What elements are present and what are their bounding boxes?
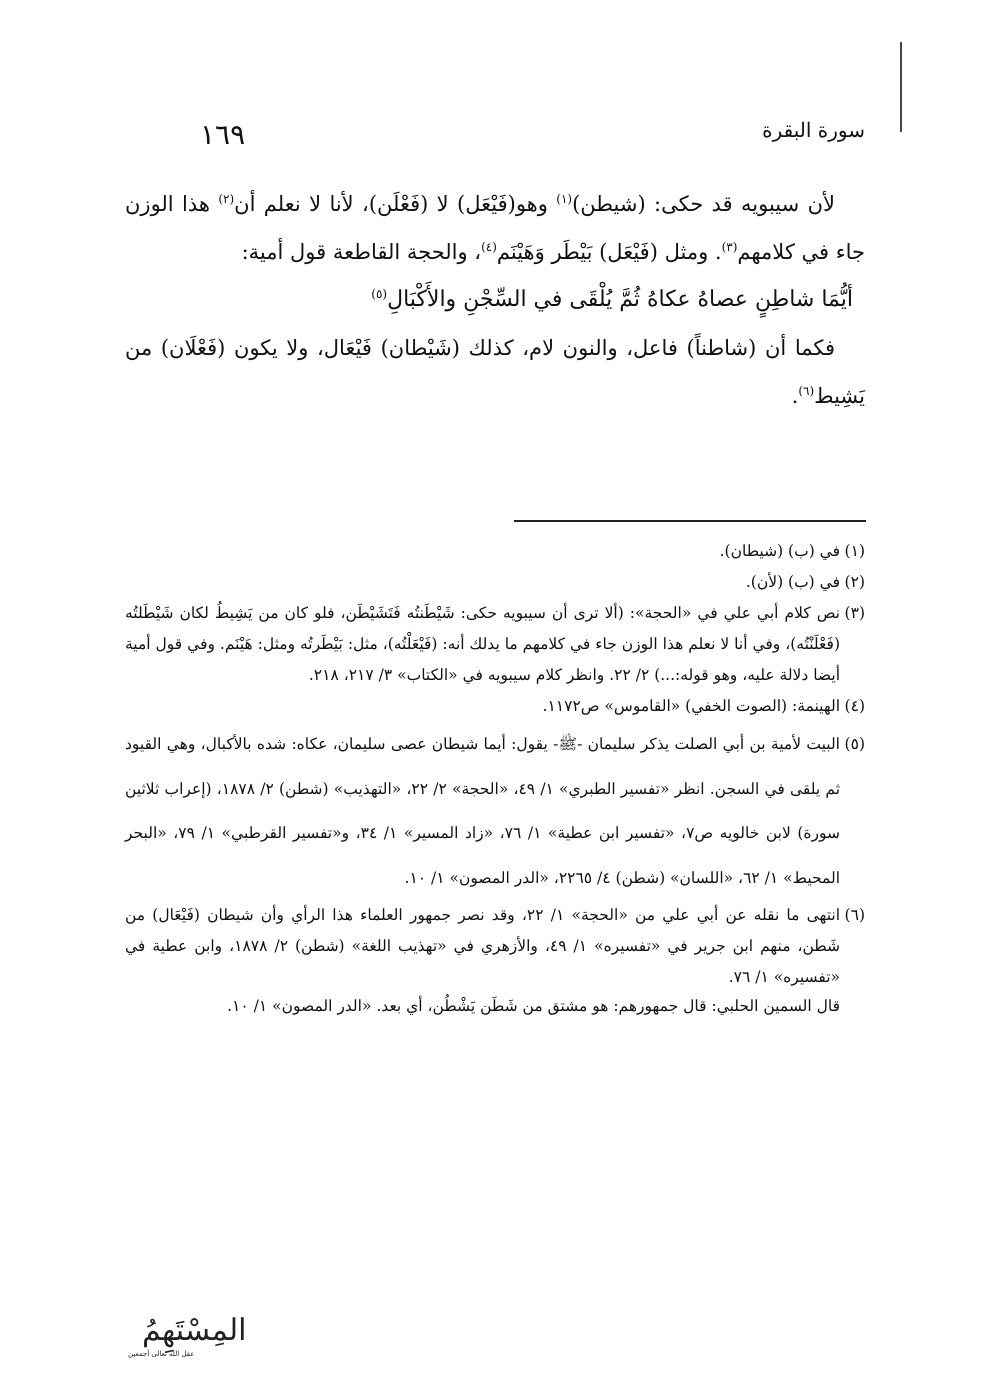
publisher-logo [8, 1298, 247, 1362]
footnote-number: (٥) [844, 735, 865, 753]
footnote-text: في (ب) (شيطان). [719, 542, 840, 560]
para2-text: فكما أن (شاطناً) فاعل، والنون لام، كذلك (شَيْطان) فَيْعَال، ولا يكون (فَعْلَان) من يَشِيط [125, 336, 865, 408]
footnote-text: في (ب) (لأن). [745, 573, 840, 591]
margin-line [900, 42, 902, 132]
footnote-text: انتهى ما نقله عن أبي علي من «الحجة» ١/ ٢٢، وقد نصر جمهور العلماء هذا الرأي وأن شيطان (فَيْعَال) من شَطن، منهم ابن جرير في «تفسيره» ١/ ٤٩، والأزهري في «تهذيب اللغة» (شطن) ٢/ ١٨٧٨، وابن عطية في «تفسيره» ١/ ٧٦. [125, 906, 841, 986]
footnote-ref-4: (٤) [481, 240, 497, 254]
footnote-ref-2: (٢) [218, 192, 235, 206]
para1-part-a: لأن سيبويه قد حكى: (شيطن) [572, 192, 835, 216]
footnote-6-continuation: قال السمين الحلبي: قال جمهورهم: هو مشتق من شَطَن يَشْطُن، أي بعد. «الدر المصون» ١/ ١٠. [227, 997, 840, 1015]
footnotes [125, 536, 865, 1022]
surah-title: سورة البقرة [762, 118, 865, 142]
footnote-number: (٦) [844, 906, 865, 924]
para1-part-b: وهو(فَيْعَل) لا (فَعْلَن)، لأنا لا نعلم أن [234, 192, 557, 216]
poetry-verse [125, 276, 865, 324]
footnote-text: البيت لأمية بن أبي الصلت يذكر سليمان -ﷺ- يقول: أيما شيطان عصى سليمان، عكاه: شده بالأكبال، وهي القيود ثم يلقى في السجن. انظر «تفسير الطبري» ١/ ٤٩، «الحجة» ٢/ ٢٢، «التهذيب» (شطن) ٢/ ١٨٧٨، (إعراب ثلاثين سورة) لابن خالويه ص٧، «تفسير ابن عطية» ١/ ٧٦، «زاد المسير» ١/ ٣٤، و«تفسير القرطبي» ١/ ٧٩، «البحر المحيط» ١/ ٦٢، «اللسان» (شطن) ٤/ ٢٢٦٥، «الدر المصون» ١/ ١٠. [125, 735, 841, 887]
para1-part-d: . ومثل (فَيْعَل) بَيْطَر وَهَيْنَم [496, 240, 722, 264]
footnote-ref-6: (٦) [798, 384, 815, 398]
footnote-6 [125, 900, 865, 993]
para1-part-e: ، والحجة القاطعة قول أمية: [241, 240, 482, 264]
paragraph-1 [125, 180, 865, 276]
para1-part-c: هذا الوزن جاء في كلامهم [125, 192, 865, 264]
logo-tagline: عقل الله تعالى أجمعين [128, 1350, 195, 1358]
footnote-number: (٣) [844, 604, 865, 622]
footnote-separator [514, 520, 866, 522]
footnote-ref-1: (١) [556, 192, 573, 206]
footnote-number: (١) [844, 542, 865, 560]
logo-calligraphy: المِسْتَهِمُ [142, 1313, 247, 1348]
footnote-text: نص كلام أبي علي في «الحجة»: (ألا ترى أن سيبويه حكى: شَيْطَنتُه فَتَشَيْطَن، فلو كان من يَشِيطُ لكان شَيْطَلتُه (فَعْلَنْتُه)، وفي أنا لا نعلم هذا الوزن جاء في كلامهم ما يدلك أنه: (فَيْعَلْتُه)، مثل: بَيْطَرتُه ومثل: هَيْنَم. وفي قول أمية أيضا دلالة عليه، وهو قوله:...) ٢/ ٢٢. وانظر كلام سيبويه في «الكتاب» ٣/ ٢١٧، ٢١٨. [125, 604, 840, 684]
footnote-ref-3: (٣) [721, 240, 738, 254]
main-text [125, 180, 865, 420]
footnote-4 [125, 691, 865, 722]
footnote-3 [125, 598, 865, 691]
footnote-text: الهينمة: (الصوت الخفي) «القاموس» ص١١٧٢. [542, 697, 840, 715]
footnote-5 [125, 722, 865, 900]
paragraph-2 [125, 324, 865, 420]
footnote-1 [125, 536, 865, 567]
page-number: ١٦٩ [200, 118, 246, 151]
verse-text: أيُّمَا شاطِنٍ عصاهُ عكاهُ ثُمَّ يُلْقَى في السِّجْنِ والأَكْبَالِ [387, 287, 853, 312]
para2-end: . [791, 384, 799, 408]
footnote-ref-5: (٥) [371, 287, 388, 301]
footnote-2 [125, 567, 865, 598]
footnote-number: (٢) [844, 573, 865, 591]
footnote-number: (٤) [844, 697, 865, 715]
